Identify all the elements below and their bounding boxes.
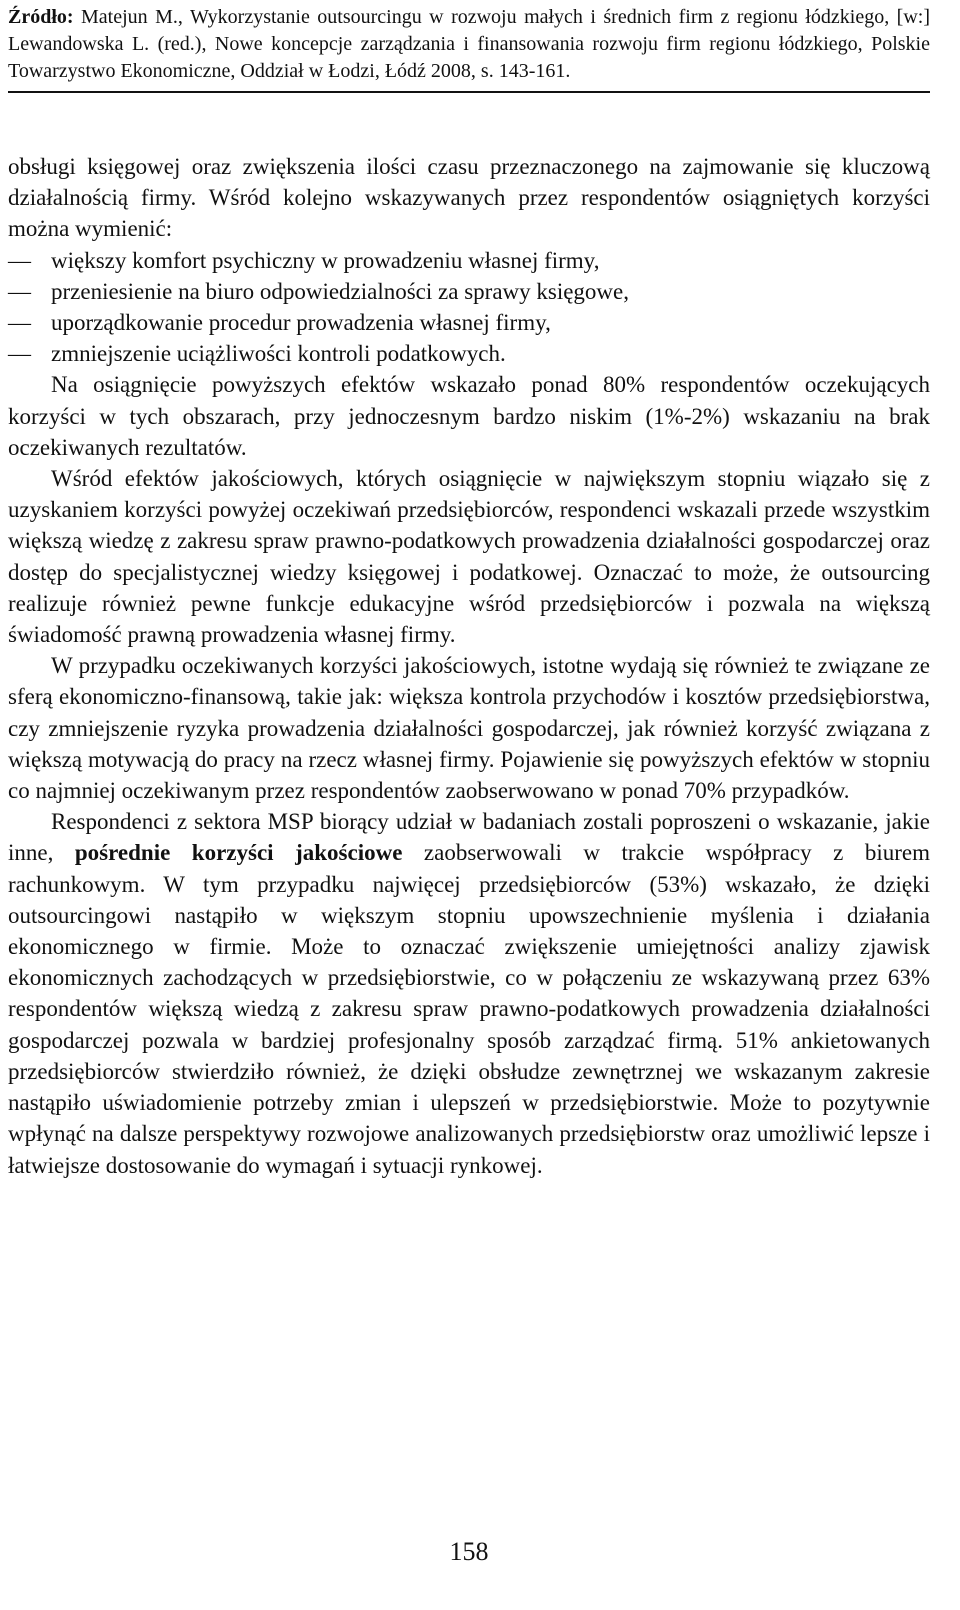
list-item: — przeniesienie na biuro odpowiedzialności za sprawy księgowe, (8, 276, 930, 307)
paragraph-expected-benefits: W przypadku oczekiwanych korzyści jakościowych, istotne wydają się również te związane ze sferą ekonomiczno-finansową, takie jak: większa kontrola przychodów i kosztów przedsiębiorstwa, czy zmniejszenie ryzyka prowadzenia działalności gospodarczej, jak również korzyść związana z większą motywacją do pracy na rzecz własnej firmy. Pojawienie się powyższych efektów w stopniu co najmniej oczekiwanym przez respondentów zaobserwowano w ponad 70% przypadków. (8, 653, 930, 804)
source-label: Źródło: (8, 6, 74, 28)
list-item: — uporządkowanie procedur prowadzenia własnej firmy, (8, 307, 930, 338)
paragraph-quality-effects: Wśród efektów jakościowych, których osiągnięcie w największym stopniu wiązało się z uzyskaniem korzyści powyżej oczekiwań przedsiębiorców, respondenci wskazali przede wszystkim większą wiedzę z zakresu spraw prawno-podatkowych prowadzenia działalności gospodarczej oraz dostęp do specjalistycznej wiedzy księgowej i podatkowej. Oznaczać to może, że outsourcing realizuje również pewne funkcje edukacyjne wśród przedsiębiorców i pozwala na większą świadomość prawną prowadzenia własnej firmy. (8, 466, 930, 648)
intro-paragraph: obsługi księgowej oraz zwiększenia ilości czasu przeznaczonego na zajmowanie się kluczową działalnością firmy. Wśród kolejno wskazywanych przez respondentów osiągniętych korzyści można wymienić: (8, 154, 930, 242)
paragraph-effects-80: Na osiągnięcie powyższych efektów wskazało ponad 80% respondentów oczekujących korzyści w tych obszarach, przy jednoczesnym bardzo niskim (1%-2%) wskazaniu na brak oczekiwanych rezultatów. (8, 372, 930, 460)
list-item: — większy komfort psychiczny w prowadzeniu własnej firmy, (8, 245, 930, 276)
paragraph-text: Respondenci z sektora MSP biorący udział w badaniach zostali poproszeni o wskazanie, jakie inne, (8, 809, 930, 866)
paragraph-indirect-benefits (8, 806, 930, 1180)
page-number: 158 (449, 1537, 489, 1566)
source-note (8, 4, 930, 93)
source-text: Matejun M., Wykorzystanie outsourcingu w rozwoju małych i średnich firm z regionu łódzkiego, [w:] Lewandowska L. (red.), Nowe koncepcje zarządzania i finansowania rozwoju firm regionu łódzkiego, Polskie Towarzystwo Ekonomiczne, Oddział w Łodzi, Łódź 2008, s. 143-161. (8, 6, 930, 82)
paragraph-text: zaobserwowali w trakcie współpracy z biurem rachunkowym. W tym przypadku najwięcej przedsiębiorców (53%) wskazało, że dzięki outsourcingowi nastąpiło w większym stopniu upowszechnienie myślenia i działania ekonomicznego w firmie. Może to oznaczać zwiększenie umiejętności analizy zjawisk ekonomicznych zachodzących w przedsiębiorstwie, co w połączeniu ze wskazywaną przez 63% respondentów większą wiedzą z zakresu spraw prawno-podatkowych prowadzenia działalności gospodarczej pozwala w bardziej profesjonalny sposób zarządzać firmą. 51% ankietowanych przedsiębiorców stwierdziło również, że dzięki obsłudze zewnętrznej we wskazanym zakresie nastąpiło uświadomienie potrzeby zmian i ulepszeń w przedsiębiorstwie. Może to pozytywnie wpłynąć na dalsze perspektywy rozwojowe analizowanych przedsiębiorstw oraz umożliwić lepsze i łatwiejsze dostosowanie do wymagań i sytuacji rynkowej. (8, 840, 930, 1178)
bold-phrase: pośrednie korzyści jakościowe (74, 840, 403, 866)
document-page (8, 0, 930, 1610)
benefits-list (8, 245, 930, 370)
list-item: — zmniejszenie uciążliwości kontroli podatkowych. (8, 338, 930, 369)
body-text (8, 151, 930, 1181)
